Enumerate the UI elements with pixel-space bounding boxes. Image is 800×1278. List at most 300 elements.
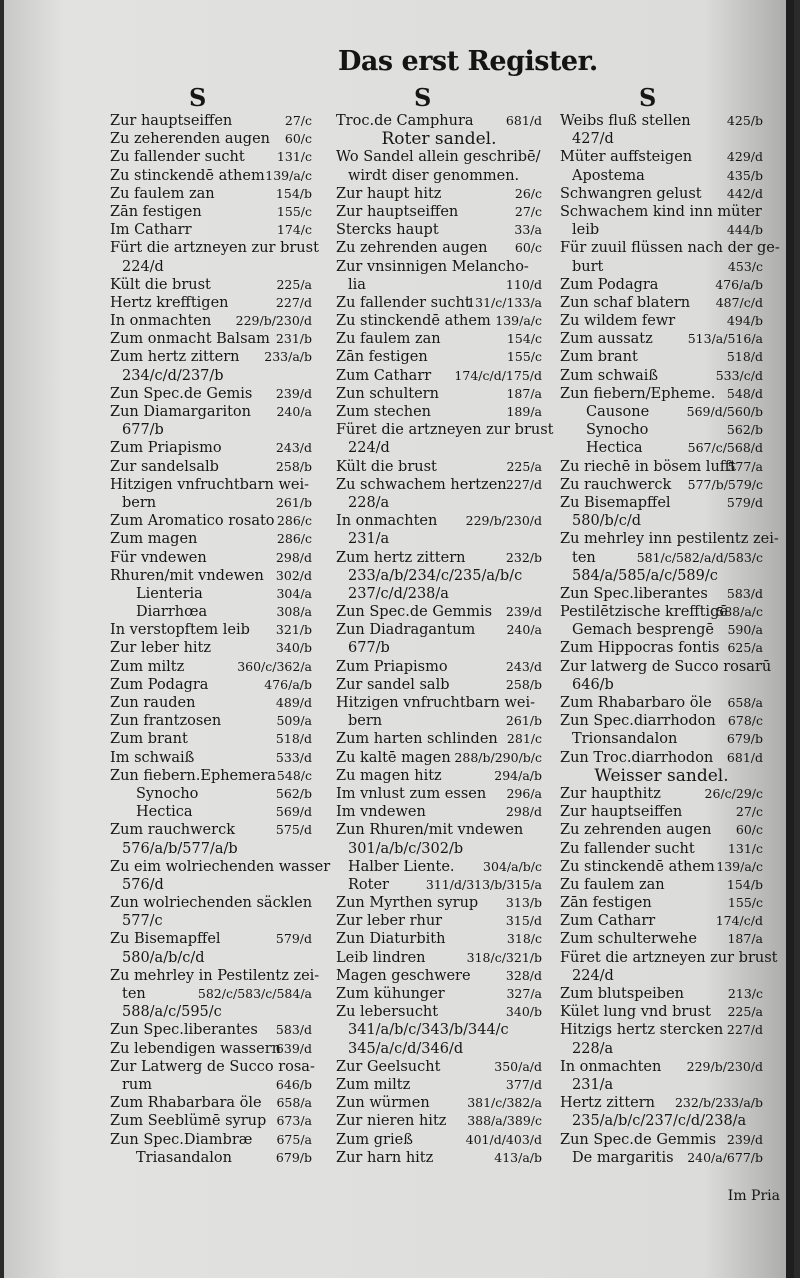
entry-label: Rhuren/mit vndewen <box>110 567 264 584</box>
index-entry <box>560 894 763 912</box>
entry-page-ref: 213/c <box>727 986 763 1001</box>
index-entry <box>110 403 312 421</box>
entry-label: Pestilētzische krefftigē <box>560 604 728 621</box>
entry-label: Für vndewen <box>110 549 207 566</box>
entry-page-ref: 318/c <box>506 931 542 947</box>
entry-page-ref: 388/a/389/c <box>467 1113 542 1129</box>
entry-label: Zu zehrenden augen <box>336 240 488 257</box>
entry-page-ref: 139/a/c <box>495 313 542 329</box>
entry-label: Zu riechē in bösem lufft <box>560 458 736 475</box>
index-entry <box>110 221 312 239</box>
entry-page-ref: 639/d <box>275 1040 312 1056</box>
entry-label: Zun würmen <box>336 1095 430 1112</box>
index-entry <box>110 840 312 858</box>
index-entry <box>110 803 312 821</box>
entry-label: Zun Myrthen syrup <box>336 895 479 912</box>
entry-label: Zu faulem zan <box>336 331 441 348</box>
index-entry <box>336 421 554 439</box>
index-entry <box>110 712 312 730</box>
index-entry <box>336 767 542 785</box>
entry-page-ref: 321/b <box>275 622 312 638</box>
entry-page-ref: 678/c <box>727 713 763 729</box>
entry-page-ref: 569/d <box>275 804 312 820</box>
entry-page-ref: 174/c <box>276 222 312 238</box>
index-entry <box>560 148 763 166</box>
index-entry <box>336 458 542 476</box>
entry-page-ref: 658/a <box>276 1095 312 1111</box>
index-entry <box>110 639 312 657</box>
index-entry <box>110 458 312 476</box>
entry-label: Füret die artzneyen zur brust <box>336 422 554 439</box>
entry-label: Zur hauptseiffen <box>560 804 683 821</box>
entry-page-ref: 298/d <box>505 804 542 820</box>
entry-page-ref: 187/a <box>727 931 763 947</box>
entry-page-ref: 509/a <box>276 713 312 729</box>
index-column-3 <box>560 112 780 1167</box>
index-entry <box>110 203 312 221</box>
entry-label: In onmachten <box>110 313 212 330</box>
entry-label: Zun Spec.liberantes <box>560 585 708 602</box>
index-entry <box>336 1058 542 1076</box>
index-entry <box>110 694 312 712</box>
entry-label: Zun fiebern/Epheme. <box>560 385 716 402</box>
index-entry <box>110 767 312 785</box>
entry-label: wirdt diser genommen. <box>348 167 520 184</box>
entry-label: Zu rauchwerck <box>560 476 672 493</box>
entry-label: Zun Troc.diarrhodon <box>560 749 714 766</box>
entry-label: Kült die brust <box>336 458 437 475</box>
entry-page-ref: 296/a <box>506 785 542 801</box>
index-entry <box>110 1040 312 1058</box>
index-entry <box>110 1112 312 1130</box>
index-entry <box>110 1021 312 1039</box>
index-entry <box>336 621 542 639</box>
entry-label: Zu wildem fewr <box>560 313 676 330</box>
index-entry <box>336 221 542 239</box>
index-entry <box>110 1058 315 1076</box>
entry-page-ref: 155/c <box>506 349 542 365</box>
index-entry <box>336 549 542 567</box>
entry-page-ref: 429/d <box>726 149 763 165</box>
index-entry <box>560 1094 763 1112</box>
entry-page-ref: 225/a <box>506 458 542 474</box>
entry-page-ref: 174/c/d <box>715 913 763 929</box>
entry-page-ref: 327/a <box>506 986 542 1001</box>
entry-label: Zu lebersucht <box>336 1004 439 1021</box>
index-entry <box>110 603 312 621</box>
index-entry <box>336 803 542 821</box>
entry-page-ref: 154/b <box>726 876 763 892</box>
entry-page-ref: 154/c <box>506 331 542 347</box>
entry-page-ref: 658/a <box>727 695 763 710</box>
entry-page-ref: 26/c <box>514 185 542 201</box>
index-entry <box>560 530 779 548</box>
index-entry <box>110 858 331 876</box>
entry-label: Zur latwerg de Succo rosarū <box>560 658 772 675</box>
book-page <box>4 0 794 1278</box>
entry-page-ref: 232/b <box>505 549 542 565</box>
entry-label: Zur hauptseiffen <box>336 203 459 220</box>
index-entry <box>336 585 542 603</box>
entry-label: Zum grieß <box>336 1131 413 1148</box>
index-entry <box>560 512 763 530</box>
index-entry <box>336 1149 542 1167</box>
entry-page-ref: 243/d <box>275 440 312 456</box>
entry-page-ref: 261/b <box>505 713 542 729</box>
index-entry <box>336 294 542 312</box>
index-entry <box>560 221 763 239</box>
entry-label: 233/a/b/234/c/235/a/b/c <box>348 567 523 584</box>
entry-page-ref: 625/a <box>727 640 763 656</box>
index-entry <box>336 512 542 530</box>
entry-label: Müter auffsteigen <box>560 149 693 166</box>
entry-label: Zum Priapismo <box>336 658 448 675</box>
entry-page-ref: 26/c/29/c <box>704 785 763 801</box>
entry-page-ref: 579/d <box>726 494 763 510</box>
entry-page-ref: 377/d <box>505 1076 542 1092</box>
entry-page-ref: 227/d <box>726 1022 763 1038</box>
entry-label: Stercks haupt <box>336 222 439 239</box>
index-entry <box>336 967 542 985</box>
entry-label: Zum Seeblümē syrup <box>110 1113 267 1130</box>
entry-label: Zum brant <box>110 731 188 748</box>
entry-label: Zu Bisemapffel <box>560 494 671 511</box>
entry-page-ref: 139/a/c <box>265 167 312 183</box>
entry-page-ref: 673/a <box>276 1113 312 1129</box>
entry-label: Zur Geelsucht <box>336 1058 441 1075</box>
entry-label: Zur haupthitz <box>560 785 661 802</box>
entry-label: Zum brant <box>560 349 638 366</box>
entry-page-ref: 155/c <box>727 895 763 911</box>
entry-label: Weibs fluß stellen <box>560 113 691 129</box>
entry-label: Schwachem kind inn müter <box>560 203 762 220</box>
entry-label: Zān festigen <box>560 895 652 912</box>
entry-label: 576/d <box>122 876 164 893</box>
entry-label: Zān festigen <box>110 203 202 220</box>
entry-label: Kület lung vnd brust <box>560 1004 711 1021</box>
index-entry <box>336 494 542 512</box>
index-entry <box>336 1040 542 1058</box>
entry-label: Zum onmacht Balsam <box>110 331 270 348</box>
index-column-1 <box>110 112 331 1167</box>
index-entry <box>560 658 772 676</box>
entry-page-ref: 131/c <box>727 840 763 856</box>
entry-page-ref: 27/c <box>735 804 763 820</box>
index-entry <box>336 367 542 385</box>
index-entry <box>336 276 542 294</box>
entry-label: Zum Podagra <box>560 276 659 293</box>
index-entry <box>336 348 542 366</box>
index-entry <box>110 567 312 585</box>
entry-label: In onmachten <box>336 513 438 530</box>
index-entry <box>110 348 312 366</box>
entry-page-ref: 518/d <box>726 349 763 365</box>
page-title: Das erst Register. <box>338 46 598 77</box>
entry-page-ref: 401/d/403/d <box>465 1131 542 1147</box>
entry-page-ref: 225/a <box>727 1004 763 1020</box>
index-entry <box>336 258 542 276</box>
index-entry <box>336 112 542 130</box>
index-entry <box>560 821 763 839</box>
entry-label: Zum blutspeiben <box>560 986 685 1002</box>
entry-label: Zu eim wolriechenden wasser <box>110 858 331 875</box>
entry-label: Troc.de Camphura <box>336 113 474 129</box>
entry-page-ref: 360/c/362/a <box>237 658 312 674</box>
entry-label: Schwangren gelust <box>560 185 702 202</box>
entry-label: Gemach besprengē <box>572 622 714 639</box>
index-entry <box>110 367 312 385</box>
entry-label: Wo Sandel allein geschribē/ <box>336 149 541 166</box>
entry-label: Zur sandelsalb <box>110 458 219 475</box>
entry-label: 235/a/b/c/237/c/d/238/a <box>572 1113 747 1130</box>
entry-label: ten <box>122 986 146 1002</box>
index-entry <box>110 476 312 494</box>
entry-page-ref: 575/d <box>275 822 312 838</box>
entry-label: ten <box>572 549 596 566</box>
entry-label: Im vndewen <box>336 804 426 821</box>
entry-label: burt <box>572 258 604 275</box>
entry-page-ref: 286/c <box>276 513 312 529</box>
index-entry <box>560 294 763 312</box>
entry-label: Zu schwachem hertzen <box>336 476 507 493</box>
entry-label: Zu fallender sucht <box>336 294 471 311</box>
section-heading <box>560 767 763 785</box>
entry-page-ref: 139/a/c <box>716 858 763 874</box>
entry-label: Kült die brust <box>110 276 211 293</box>
entry-page-ref: 60/c <box>514 240 542 256</box>
entry-label: 584/a/585/a/c/589/c <box>572 567 718 584</box>
index-entry <box>336 658 542 676</box>
entry-page-ref: 110/d <box>505 276 542 292</box>
index-entry <box>560 1040 763 1058</box>
entry-page-ref: 313/b <box>505 895 542 911</box>
entry-page-ref: 187/a <box>506 385 542 401</box>
index-entry <box>560 312 763 330</box>
index-entry <box>560 694 763 712</box>
entry-page-ref: 261/b <box>275 494 312 510</box>
section-letter: S <box>414 83 432 112</box>
entry-label: 301/a/b/c/302/b <box>348 840 464 857</box>
entry-label: Zun Spec.diarrhodon <box>560 713 716 730</box>
entry-page-ref: 131/c <box>276 149 312 165</box>
entry-label: 228/a <box>572 1040 614 1057</box>
entry-page-ref: 154/b <box>275 185 312 201</box>
index-entry <box>110 821 312 839</box>
entry-label: 224/d <box>572 967 614 984</box>
index-entry <box>110 130 312 148</box>
entry-page-ref: 513/a/516/a <box>687 331 763 347</box>
entry-label: Hitzigen vnfruchtbarn wei- <box>336 695 535 711</box>
entry-label: Zu stinckendē athem <box>560 858 715 875</box>
index-column-2 <box>336 112 554 1167</box>
entry-label: Zum miltz <box>110 658 185 675</box>
entry-label: Triasandalon <box>136 1149 232 1166</box>
index-entry <box>336 1021 542 1039</box>
entry-label: Magen geschwere <box>336 967 471 984</box>
entry-page-ref: 489/d <box>275 695 312 710</box>
entry-page-ref: 381/c/382/a <box>467 1095 542 1111</box>
entry-label: 224/d <box>348 440 390 457</box>
index-entry <box>336 858 542 876</box>
index-entry <box>560 639 763 657</box>
entry-label: 228/a <box>348 494 390 511</box>
index-entry <box>110 1131 312 1149</box>
entry-page-ref: 286/c <box>276 531 312 547</box>
index-entry <box>560 458 763 476</box>
index-entry <box>560 567 763 585</box>
entry-page-ref: 239/d <box>505 604 542 620</box>
index-entry <box>336 949 542 967</box>
index-entry <box>110 312 312 330</box>
entry-label: 577/c <box>122 913 163 930</box>
index-entry <box>560 421 763 439</box>
index-entry <box>336 603 542 621</box>
index-entry <box>560 403 763 421</box>
entry-label: Zun fiebern.Ephemera <box>110 767 277 784</box>
index-entry <box>336 639 542 657</box>
entry-label: 677/b <box>122 422 164 439</box>
entry-page-ref: 131/c/133/a <box>467 294 542 310</box>
entry-page-ref: 577/a <box>727 458 763 474</box>
index-entry <box>110 730 312 748</box>
entry-page-ref: 435/b <box>726 167 763 183</box>
entry-label: 677/b <box>348 640 390 657</box>
entry-label: Zu fallender sucht <box>110 149 245 166</box>
index-entry <box>560 985 763 1003</box>
index-entry <box>560 840 763 858</box>
entry-label: Zum hertz zittern <box>110 349 240 366</box>
entry-page-ref: 308/a <box>276 604 312 620</box>
entry-page-ref: 33/a <box>514 222 542 238</box>
entry-page-ref: 583/d <box>726 585 763 601</box>
entry-page-ref: 258/b <box>505 676 542 692</box>
entry-page-ref: 243/d <box>505 658 542 674</box>
index-entry <box>336 476 542 494</box>
entry-page-ref: 533/d <box>275 749 312 765</box>
catchword: Im Pria <box>727 1188 780 1204</box>
index-entry <box>336 239 542 257</box>
entry-label: leib <box>572 222 600 239</box>
index-entry <box>336 1094 542 1112</box>
index-entry <box>336 876 542 894</box>
index-entry <box>336 912 542 930</box>
entry-label: Im vnlust zum essen <box>336 785 487 802</box>
section-letter: S <box>189 83 207 112</box>
entry-label: Zum rauchwerck <box>110 822 235 839</box>
entry-page-ref: 562/b <box>275 785 312 801</box>
index-entry <box>560 130 763 148</box>
index-entry <box>110 1149 312 1167</box>
entry-label: Zun Rhuren/mit vndewen <box>336 822 524 839</box>
entry-page-ref: 681/d <box>726 749 763 765</box>
entry-page-ref: 494/b <box>726 313 763 329</box>
entry-label: 341/a/b/c/343/b/344/c <box>348 1022 509 1039</box>
entry-page-ref: 258/b <box>275 458 312 474</box>
index-entry <box>110 985 312 1003</box>
entry-label: 231/a <box>348 531 390 548</box>
index-entry <box>560 258 763 276</box>
entry-label: Zun Spec.de Gemis <box>110 385 253 402</box>
entry-page-ref: 579/d <box>275 931 312 947</box>
index-entry <box>560 949 778 967</box>
entry-page-ref: 681/d <box>505 113 542 128</box>
index-entry <box>336 439 542 457</box>
index-entry <box>560 712 763 730</box>
entry-page-ref: 350/a/d <box>494 1058 542 1074</box>
entry-label: Hitzigen vnfruchtbarn wei- <box>110 476 309 493</box>
index-entry <box>336 930 542 948</box>
entry-page-ref: 240/a <box>506 622 542 638</box>
index-entry <box>110 749 312 767</box>
index-entry <box>336 749 542 767</box>
entry-page-ref: 646/b <box>275 1076 312 1092</box>
index-entry <box>560 730 763 748</box>
entry-label: 580/b/c/d <box>572 513 642 530</box>
entry-page-ref: 315/d <box>505 913 542 929</box>
entry-label: Zu faulem zan <box>560 876 665 893</box>
entry-label: Zum Podagra <box>110 676 209 693</box>
entry-label: Zum magen <box>110 531 198 548</box>
entry-label: Füret die artzneyen zur brust <box>560 949 778 966</box>
entry-page-ref: 227/d <box>275 294 312 310</box>
entry-page-ref: 240/a/677/b <box>687 1149 763 1165</box>
entry-page-ref: 582/c/583/c/584/a <box>197 986 312 1001</box>
entry-label: 580/a/b/c/d <box>122 949 205 966</box>
entry-page-ref: 281/c <box>506 731 542 747</box>
index-entry <box>110 930 312 948</box>
page-edge <box>786 0 794 1278</box>
entry-label: Zu stinckendē athem <box>110 167 265 184</box>
entry-label: Zum Rhabarbara öle <box>110 1095 262 1112</box>
entry-label: Zun schultern <box>336 385 439 402</box>
index-entry <box>110 1076 312 1094</box>
entry-label: Zu kaltē magen <box>336 749 451 766</box>
entry-page-ref: 318/c/321/b <box>466 949 542 965</box>
index-entry <box>336 1076 542 1094</box>
entry-label: Zur vnsinnigen Melancho- <box>336 258 529 275</box>
entry-page-ref: 518/d <box>275 731 312 747</box>
entry-page-ref: 476/a/b <box>264 676 312 692</box>
entry-page-ref: 60/c <box>284 131 312 147</box>
entry-label: Zum Catharr <box>336 367 432 384</box>
entry-label: Causone <box>586 404 650 420</box>
entry-page-ref: 311/d/313/b/315/a <box>425 876 542 892</box>
index-entry <box>110 148 312 166</box>
index-entry <box>560 1112 763 1130</box>
entry-label: 234/c/d/237/b <box>122 367 224 384</box>
index-entry <box>336 148 542 166</box>
index-entry <box>336 712 542 730</box>
entry-page-ref: 239/d <box>726 1131 763 1147</box>
entry-label: Zu lebendigen wassern <box>110 1040 281 1057</box>
entry-label: Zum schwaiß <box>560 367 659 384</box>
entry-label: Zum Aromatico rosato <box>110 513 275 530</box>
entry-page-ref: 679/b <box>726 731 763 747</box>
entry-label: 588/a/c/595/c <box>122 1004 222 1021</box>
entry-label: Zum Hippocras fontis <box>560 640 720 657</box>
entry-page-ref: 340/b <box>505 1004 542 1020</box>
entry-label: Zum kühunger <box>336 986 445 1002</box>
index-entry <box>560 112 763 130</box>
entry-label: Diarrhœa <box>136 604 208 621</box>
entry-page-ref: 562/b <box>726 422 763 438</box>
entry-label: Zun frantzosen <box>110 713 222 730</box>
entry-page-ref: 679/b <box>275 1149 312 1165</box>
index-entry <box>110 439 312 457</box>
entry-label: Zān festigen <box>336 349 428 366</box>
index-entry <box>110 785 312 803</box>
index-entry <box>336 1003 542 1021</box>
